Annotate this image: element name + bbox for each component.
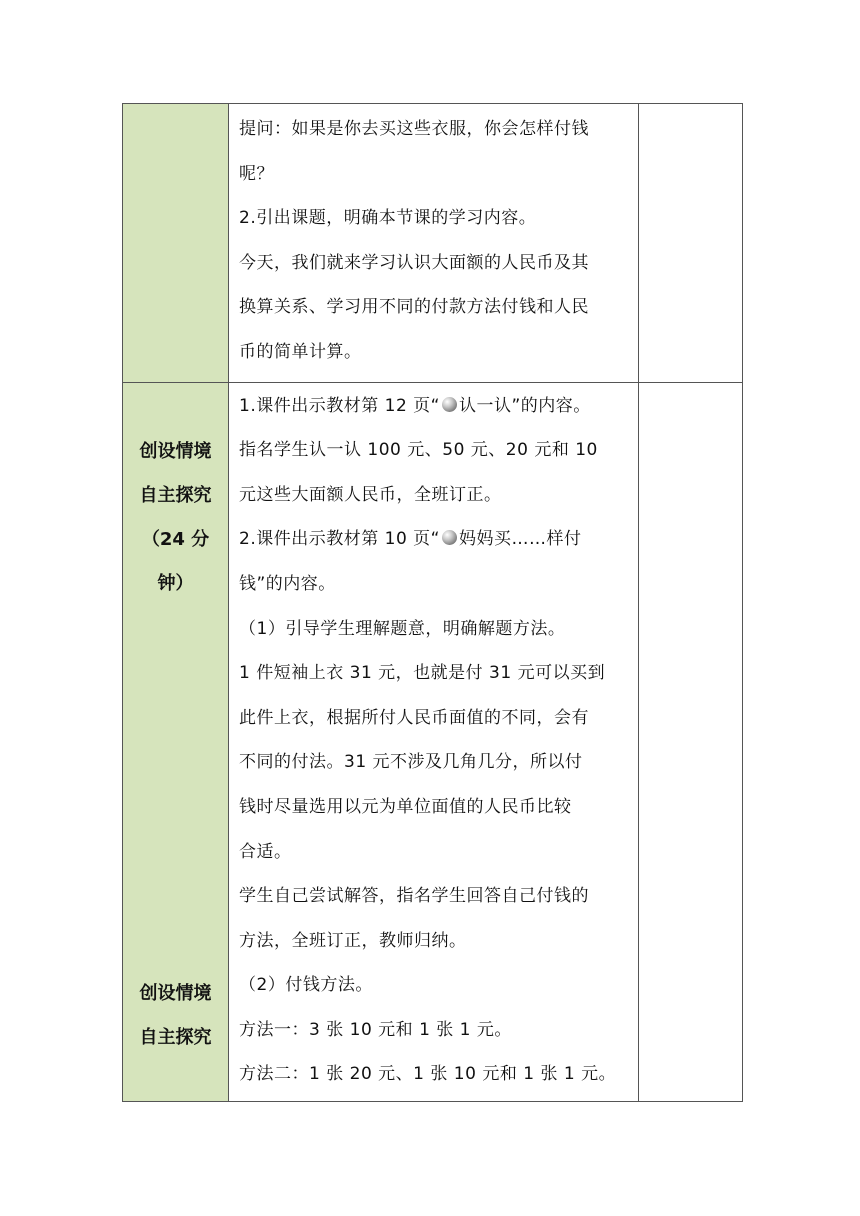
section-duration: （24 分 bbox=[141, 528, 210, 550]
globe-icon bbox=[442, 397, 457, 412]
content-line: 合适。 bbox=[239, 841, 292, 862]
content-line: 方法二：1 张 20 元、1 张 10 元和 1 张 1 元。 bbox=[239, 1064, 617, 1085]
content-line: （2）付钱方法。 bbox=[239, 975, 373, 996]
table-row bbox=[123, 382, 743, 1102]
notes-cell bbox=[639, 382, 743, 1102]
section-label: 自主探究 bbox=[139, 484, 212, 506]
globe-icon bbox=[442, 530, 457, 545]
content-line: 钱时尽量选用以元为单位面值的人民币比较 bbox=[239, 796, 572, 817]
content-line: 方法一：3 张 10 元和 1 张 1 元。 bbox=[239, 1019, 512, 1040]
section-label: 创设情境 bbox=[139, 982, 212, 1004]
content-line: 1.课件出示教材第 12 页“ 认一认”的内容。 bbox=[239, 395, 591, 416]
content-line: 币的简单计算。 bbox=[239, 341, 362, 362]
notes-cell bbox=[639, 104, 743, 383]
section-label: 创设情境 bbox=[139, 440, 212, 462]
lesson-plan-table bbox=[122, 103, 743, 1102]
table-row bbox=[123, 104, 743, 383]
section-duration: 钟） bbox=[157, 572, 194, 594]
content-cell bbox=[229, 104, 639, 383]
content-line: 钱”的内容。 bbox=[239, 573, 336, 594]
content-line: （1）引导学生理解题意，明确解题方法。 bbox=[239, 618, 566, 639]
content-line: 方法，全班订正，教师归纳。 bbox=[239, 930, 467, 951]
section-label: 自主探究 bbox=[139, 1026, 212, 1048]
content-line: 1 件短袖上衣 31 元，也就是付 31 元可以买到 bbox=[239, 663, 606, 684]
content-line: 提问：如果是你去买这些衣服，你会怎样付钱 bbox=[239, 119, 589, 139]
content-line: 元这些大面额人民币，全班订正。 bbox=[239, 484, 502, 505]
content-cell bbox=[229, 382, 639, 1102]
content-line: 指名学生认一认 100 元、50 元、20 元和 10 bbox=[239, 440, 598, 461]
section-label-cell bbox=[123, 104, 229, 383]
content-line: 学生自己尝试解答，指名学生回答自己付钱的 bbox=[239, 886, 589, 907]
content-line: 不同的付法。31 元不涉及几角几分，所以付 bbox=[239, 752, 583, 773]
content-line: 2.课件出示教材第 10 页“ 妈妈买……样付 bbox=[239, 529, 582, 550]
content-line: 呢？ bbox=[239, 163, 274, 184]
content-line: 此件上衣，根据所付人民币面值的不同，会有 bbox=[239, 707, 589, 728]
content-line: 2.引出课题，明确本节课的学习内容。 bbox=[239, 208, 537, 229]
section-label-cell bbox=[123, 382, 229, 1102]
content-line: 换算关系、学习用不同的付款方法付钱和人民 bbox=[239, 297, 589, 318]
content-line: 今天，我们就来学习认识大面额的人民币及其 bbox=[239, 252, 589, 273]
